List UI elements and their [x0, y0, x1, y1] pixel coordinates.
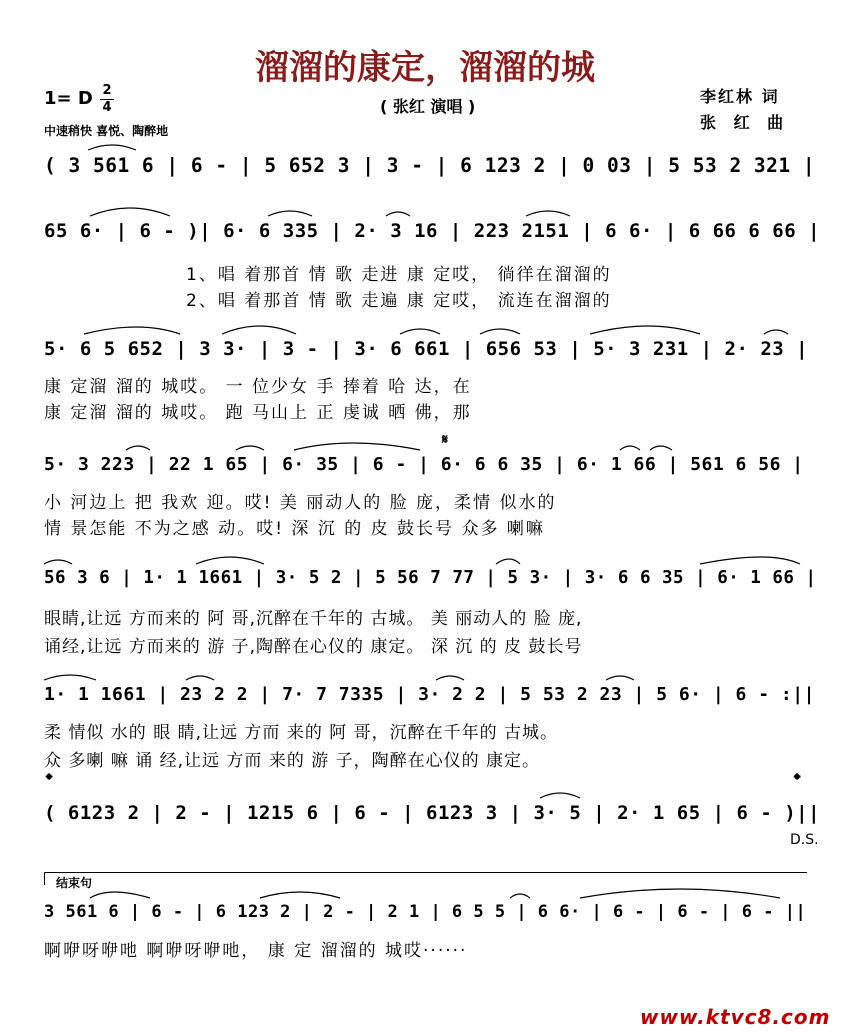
lyrics-row-4-verse-1: 小 河边上 把 我欢 迎。哎! 美 丽动人的 脸 庞，柔情 似水的 — [44, 493, 557, 513]
notation-row-6: 1· 1 1661 | 23 2 2 | 7· 7 7335 | 3· 2 2 | 5 53 2 23 | 5 6· | 6 - :|| — [44, 684, 815, 705]
slur — [90, 208, 170, 216]
time-top: 2 — [102, 83, 112, 98]
lyrics-row-2-verse-1: 1、唱 着那首 情 歌 走进 康 定哎， 徜徉在溜溜的 — [186, 265, 612, 285]
singer-credit: ( 张红 演唱 ) — [380, 97, 476, 116]
lyrics-row-4-verse-2: 情 景怎能 不为之感 动。哎! 深 沉 的 皮 鼓长号 众多 喇嘛 — [44, 519, 545, 539]
slur — [480, 329, 520, 334]
slur — [650, 446, 672, 450]
site-watermark: www.ktvc8.com — [640, 1005, 831, 1029]
notation-row-2: 65 6· | 6 - )| 6· 6 335 | 2· 3 16 | 223 2151 | 6 6· | 6 66 6 66 | — [44, 220, 821, 242]
slur — [294, 443, 420, 450]
slur — [236, 446, 264, 450]
dal-segno-mark: D.S. — [790, 832, 819, 848]
song-title: 溜溜的康定，溜溜的城 — [255, 48, 595, 88]
slur — [260, 892, 340, 898]
slur — [496, 559, 520, 564]
notation-row-4: 5· 3 223 | 22 1 65 | 6· 35 | 6 - | 6· 6 6 35 | 6· 1 66 | 561 6 56 | — [44, 454, 804, 475]
notation-row-8: 3 561 6 | 6 - | 6 123 2 | 2 - | 2 1 | 6 5 5 | 6 6· | 6 - | 6 - | 6 - || — [44, 902, 807, 922]
lyrics-row-3-verse-2: 康 定溜 溜的 城哎。 跑 马山上 正 虔诚 晒 佛，那 — [44, 403, 472, 423]
slur — [44, 560, 72, 564]
lyrics-row-6-verse-1: 柔 情似 水的 眼 睛,让远 方而 来的 阿 哥，沉醉在千年的 古城。 — [44, 723, 559, 743]
slur — [606, 676, 634, 680]
lyrics-row-2-verse-2: 2、唱 着那首 情 歌 走遍 康 定哎， 流连在溜溜的 — [186, 291, 612, 311]
coda-sign-start: 𝄌 — [46, 770, 53, 791]
slur — [126, 446, 150, 450]
key-signature: 1= D — [44, 88, 93, 109]
slur — [400, 329, 440, 334]
slur — [386, 212, 410, 216]
lyrics-row-5-verse-1: 眼睛,让远 方而来的 阿 哥,沉醉在千年的 古城。 美 丽动人的 脸 庞, — [44, 609, 583, 629]
notation-row-3: 5· 6 5 652 | 3 3· | 3 - | 3· 6 661 | 656 53 | 5· 3 231 | 2· 23 | — [44, 338, 809, 360]
slur — [510, 894, 530, 898]
lyricist-credit: 李红林 词 — [700, 87, 780, 106]
slur — [196, 557, 264, 564]
slur — [88, 145, 136, 150]
lyrics-row-3-verse-1: 康 定溜 溜的 城哎。 一 位少女 手 捧着 哈 达，在 — [44, 377, 472, 397]
slur — [436, 676, 464, 680]
notation-row-7: ( 6123 2 | 2 - | 1215 6 | 6 - | 6123 3 | 3· 5 | 2· 1 65 | 6 - )|| — [44, 802, 821, 824]
composer-credit: 张 红 曲 — [700, 113, 790, 132]
slur — [700, 557, 800, 564]
slur — [764, 330, 788, 334]
slur — [90, 892, 150, 898]
notation-row-5: 56 3 6 | 1· 1 1661 | 3· 5 2 | 5 56 7 77 | 5 3· | 3· 6 6 35 | 6· 1 66 | — [44, 568, 817, 588]
slur — [268, 211, 312, 216]
lyrics-row-8: 啊咿呀咿吔 啊咿呀咿吔， 康 定 溜溜的 城哎······ — [44, 941, 468, 961]
slur — [540, 793, 580, 798]
slur — [84, 327, 180, 334]
lyrics-row-6-verse-2: 众 多喇 嘛 诵 经,让远 方而 来的 游 子，陶醉在心仪的 康定。 — [44, 751, 541, 771]
notation-row-1: ( 3 561 6 | 6 - | 5 652 3 | 3 - | 6 123 2 | 0 03 | 5 53 2 321 | — [44, 154, 816, 177]
slur — [526, 211, 570, 216]
slur — [186, 676, 214, 680]
slur — [44, 675, 96, 680]
slur — [580, 889, 780, 898]
coda-sign-end: 𝄌 — [794, 770, 801, 791]
ending-label: 结束句 — [56, 876, 93, 890]
slur — [620, 446, 640, 450]
slur — [590, 326, 700, 334]
lyrics-row-5-verse-2: 诵经,让远 方而来的 游 子,陶醉在心仪的 康定。 深 沉 的 皮 鼓长号 — [44, 637, 583, 657]
time-bottom: 4 — [102, 100, 112, 115]
tempo-marking: 中速稍快 喜悦、陶醉地 — [44, 124, 169, 138]
slur — [222, 326, 296, 334]
segno-sign: 𝄋 — [442, 432, 449, 448]
